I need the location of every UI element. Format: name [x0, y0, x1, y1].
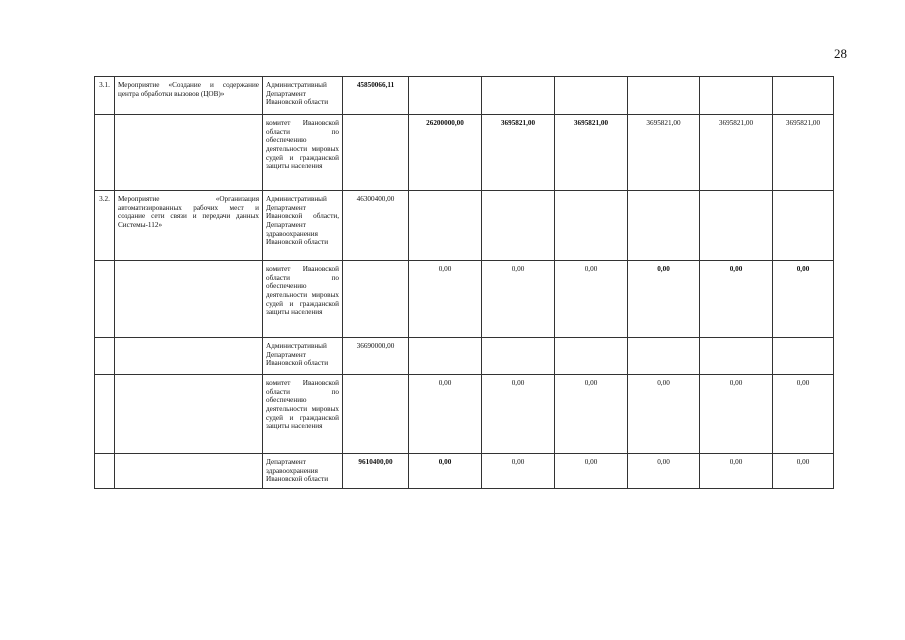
executor: комитет Ивановской области по обеспечению деятельности мировых судей и гражданской защиты населения: [263, 261, 343, 338]
year-amount: 0,00: [409, 375, 482, 454]
table-row: [95, 338, 834, 375]
total-amount: 45850066,11: [343, 77, 409, 115]
year-amount: [700, 338, 773, 375]
event-name: Мероприятие «Организация автоматизированных рабочих мест и создание сети связи и передачи данных Системы-112»: [115, 191, 263, 261]
event-name: [115, 261, 263, 338]
year-amount: 0,00: [628, 375, 700, 454]
year-amount: [700, 191, 773, 261]
row-number: [95, 338, 115, 375]
table-row: [95, 191, 834, 261]
year-amount: [700, 77, 773, 115]
executor: комитет Ивановской области по обеспечению деятельности мировых судей и гражданской защиты населения: [263, 375, 343, 454]
year-amount: [773, 77, 834, 115]
year-amount: [773, 338, 834, 375]
year-amount: 0,00: [700, 261, 773, 338]
year-amount: [555, 77, 628, 115]
table-row: [95, 115, 834, 191]
year-amount: 3695821,00: [555, 115, 628, 191]
row-number: [95, 375, 115, 454]
total-amount: 46300400,00: [343, 191, 409, 261]
year-amount: [555, 191, 628, 261]
total-amount: [343, 115, 409, 191]
table-row: [95, 77, 834, 115]
row-number: [95, 454, 115, 489]
year-amount: 3695821,00: [773, 115, 834, 191]
year-amount: 0,00: [773, 261, 834, 338]
total-amount: [343, 261, 409, 338]
year-amount: [482, 338, 555, 375]
year-amount: 0,00: [700, 454, 773, 489]
row-number: 3.1.: [95, 77, 115, 115]
row-number: [95, 261, 115, 338]
executor: Административный Департамент Ивановской области: [263, 77, 343, 115]
total-amount: [343, 375, 409, 454]
year-amount: [628, 338, 700, 375]
year-amount: [628, 77, 700, 115]
year-amount: 0,00: [409, 261, 482, 338]
year-amount: [409, 338, 482, 375]
year-amount: 0,00: [628, 261, 700, 338]
executor: Департамент здравоохранения Ивановской области: [263, 454, 343, 489]
year-amount: [773, 191, 834, 261]
page-number: 28: [834, 46, 847, 61]
year-amount: [628, 191, 700, 261]
executor: Административный Департамент Ивановской области, Департамент здравоохранения Ивановской области: [263, 191, 343, 261]
event-name: [115, 115, 263, 191]
year-amount: 0,00: [555, 454, 628, 489]
year-amount: 0,00: [409, 454, 482, 489]
total-amount: 9610400,00: [343, 454, 409, 489]
total-amount: 36690000,00: [343, 338, 409, 375]
year-amount: 3695821,00: [482, 115, 555, 191]
table-row: [95, 375, 834, 454]
executor: Административный Департамент Ивановской области: [263, 338, 343, 375]
year-amount: 3695821,00: [628, 115, 700, 191]
table-row: [95, 261, 834, 338]
event-name: [115, 375, 263, 454]
year-amount: 0,00: [555, 261, 628, 338]
year-amount: 0,00: [700, 375, 773, 454]
year-amount: [482, 191, 555, 261]
year-amount: 0,00: [482, 375, 555, 454]
executor: комитет Ивановской области по обеспечению деятельности мировых судей и гражданской защиты населения: [263, 115, 343, 191]
year-amount: 26200000,00: [409, 115, 482, 191]
row-number: 3.2.: [95, 191, 115, 261]
year-amount: 3695821,00: [700, 115, 773, 191]
row-number: [95, 115, 115, 191]
event-name: Мероприятие «Создание и содержание центра обработки вызовов (ЦОВ)»: [115, 77, 263, 115]
year-amount: 0,00: [482, 454, 555, 489]
year-amount: [409, 191, 482, 261]
year-amount: [409, 77, 482, 115]
budget-table: [94, 76, 834, 489]
year-amount: 0,00: [628, 454, 700, 489]
year-amount: 0,00: [773, 454, 834, 489]
event-name: [115, 338, 263, 375]
year-amount: [482, 77, 555, 115]
event-name: [115, 454, 263, 489]
year-amount: 0,00: [482, 261, 555, 338]
table-row: [95, 454, 834, 489]
year-amount: [555, 338, 628, 375]
year-amount: 0,00: [773, 375, 834, 454]
year-amount: 0,00: [555, 375, 628, 454]
